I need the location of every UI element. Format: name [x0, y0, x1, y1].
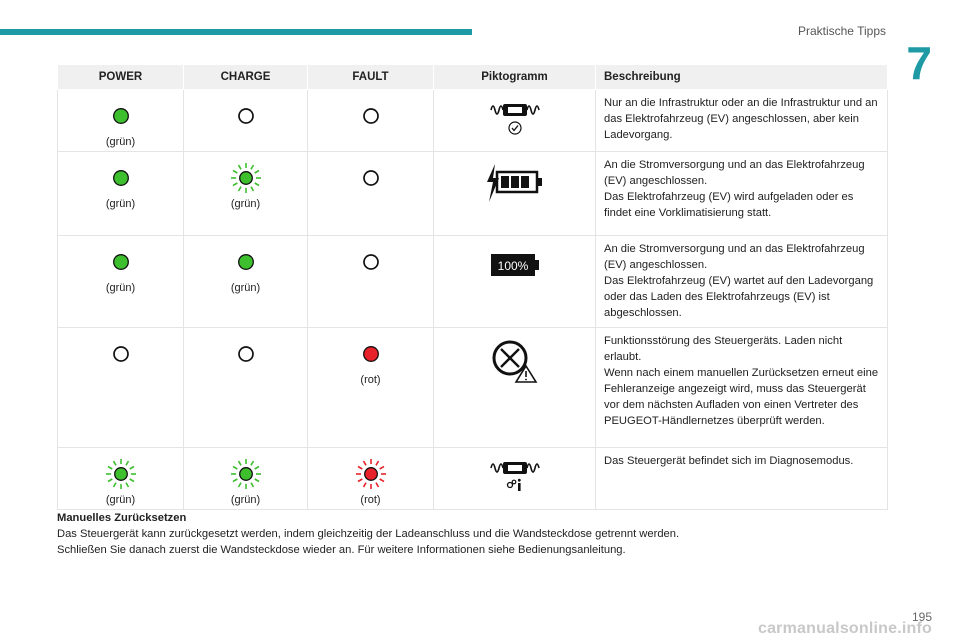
table-row — [58, 236, 888, 328]
led-color-label: (grün) — [105, 136, 136, 148]
manual-reset-title: Manuelles Zurücksetzen — [57, 512, 187, 524]
led-off-icon — [58, 338, 183, 370]
led-on-red-icon — [308, 338, 433, 370]
charge-led-cell — [184, 236, 308, 328]
led-color-label: (grün) — [105, 198, 136, 210]
led-on-green-icon — [58, 162, 183, 194]
fault-led-cell — [308, 90, 434, 152]
pictogram-cell — [434, 90, 596, 152]
column-header-description: Beschreibung — [596, 65, 888, 90]
cable-battery-check-icon — [489, 98, 541, 138]
pictogram-cell — [434, 328, 596, 448]
manual-reset-line: Das Steuergerät kann zurückgesetzt werden, indem gleichzeitig der Ladeanschluss und die Wandsteckdose getrennt werden. — [57, 528, 680, 540]
description-cell — [596, 328, 888, 448]
chapter-accent-bar — [0, 29, 472, 35]
description-text: Funktionsstörung des Steuergeräts. Laden nicht erlaubt. — [604, 335, 843, 363]
led-blink-green-icon — [184, 458, 307, 490]
power-led-cell — [58, 448, 184, 510]
pictogram-cell — [434, 152, 596, 236]
description-cell — [596, 90, 888, 152]
description-text: Das Steuergerät befindet sich im Diagnosemodus. — [604, 455, 854, 467]
led-blink-green-icon — [58, 458, 183, 490]
led-on-green-icon — [58, 100, 183, 132]
power-led-cell — [58, 152, 184, 236]
description-text: An die Stromversorgung und an das Elektrofahrzeug (EV) angeschlossen. — [604, 243, 865, 271]
led-on-green-icon — [184, 246, 307, 278]
description-text: Nur an die Infrastruktur oder an die Infrastruktur und an das Elektrofahrzeug (EV) angeschlossen, aber kein Ladevorgang. — [604, 97, 878, 141]
led-blink-red-icon — [308, 458, 433, 490]
battery-percent-text: 100% — [497, 259, 528, 273]
description-cell — [596, 448, 888, 510]
fault-led-cell — [308, 152, 434, 236]
power-led-cell — [58, 90, 184, 152]
charge-led-cell — [184, 448, 308, 510]
led-color-label: (grün) — [230, 494, 261, 506]
table-row — [58, 152, 888, 236]
led-color-label: (grün) — [105, 494, 136, 506]
led-color-label: (rot) — [360, 374, 381, 386]
description-text: Wenn nach einem manuellen Zurücksetzen erneut eine Fehleranzeige angezeigt wird, muss das Steuergerät vor dem nächsten Aufladen von einen Vertreter des PEUGEOT-Händlernetzes überprüft werden. — [604, 367, 879, 427]
description-text: An die Stromversorgung und an das Elektrofahrzeug (EV) angeschlossen. — [604, 159, 865, 187]
page-number: 195 — [911, 610, 932, 624]
led-color-label: (grün) — [230, 282, 261, 294]
charge-led-cell — [184, 90, 308, 152]
led-off-icon — [184, 100, 307, 132]
table-row — [58, 90, 888, 152]
column-header-power: POWER — [58, 65, 184, 90]
charge-led-cell — [184, 328, 308, 448]
fault-warning-icon — [488, 336, 542, 386]
manual-reset-line: Schließen Sie danach zuerst die Wandsteckdose wieder an. Für weitere Informationen siehe Bedienungsanleitung. — [57, 544, 626, 556]
charge-led-cell — [184, 152, 308, 236]
pictogram-cell — [434, 448, 596, 510]
table-header-row — [58, 65, 888, 90]
led-off-icon — [308, 100, 433, 132]
manual-reset-section — [57, 510, 887, 558]
description-cell — [596, 236, 888, 328]
led-off-icon — [184, 338, 307, 370]
led-color-label: (grün) — [105, 282, 136, 294]
led-off-icon — [308, 162, 433, 194]
column-header-charge: CHARGE — [184, 65, 308, 90]
led-status-table — [57, 64, 888, 510]
power-led-cell — [58, 328, 184, 448]
pictogram-cell — [434, 236, 596, 328]
battery-charging-icon — [485, 160, 545, 206]
chapter-number: 7 — [906, 37, 932, 89]
led-color-label: (grün) — [230, 198, 261, 210]
table-row — [58, 448, 888, 510]
fault-led-cell — [308, 328, 434, 448]
battery-full-icon — [487, 244, 543, 286]
table-row — [58, 328, 888, 448]
column-header-pictogram: Piktogramm — [434, 65, 596, 90]
led-color-label: (rot) — [360, 494, 381, 506]
power-led-cell — [58, 236, 184, 328]
diagnostic-mode-icon — [489, 456, 541, 496]
description-cell — [596, 152, 888, 236]
column-header-fault: FAULT — [308, 65, 434, 90]
description-text: Das Elektrofahrzeug (EV) wird aufgeladen oder es findet eine Vorklimatisierung statt. — [604, 191, 854, 219]
led-off-icon — [308, 246, 433, 278]
description-text: Das Elektrofahrzeug (EV) wartet auf den Ladevorgang oder das Laden des Elektrofahrzeugs (EV) ist abgeschlossen. — [604, 275, 874, 319]
fault-led-cell — [308, 448, 434, 510]
led-on-green-icon — [58, 246, 183, 278]
watermark: carmanualsonline.info — [757, 620, 932, 637]
led-blink-green-icon — [184, 162, 307, 194]
fault-led-cell — [308, 236, 434, 328]
section-title: Praktische Tipps — [797, 24, 886, 38]
